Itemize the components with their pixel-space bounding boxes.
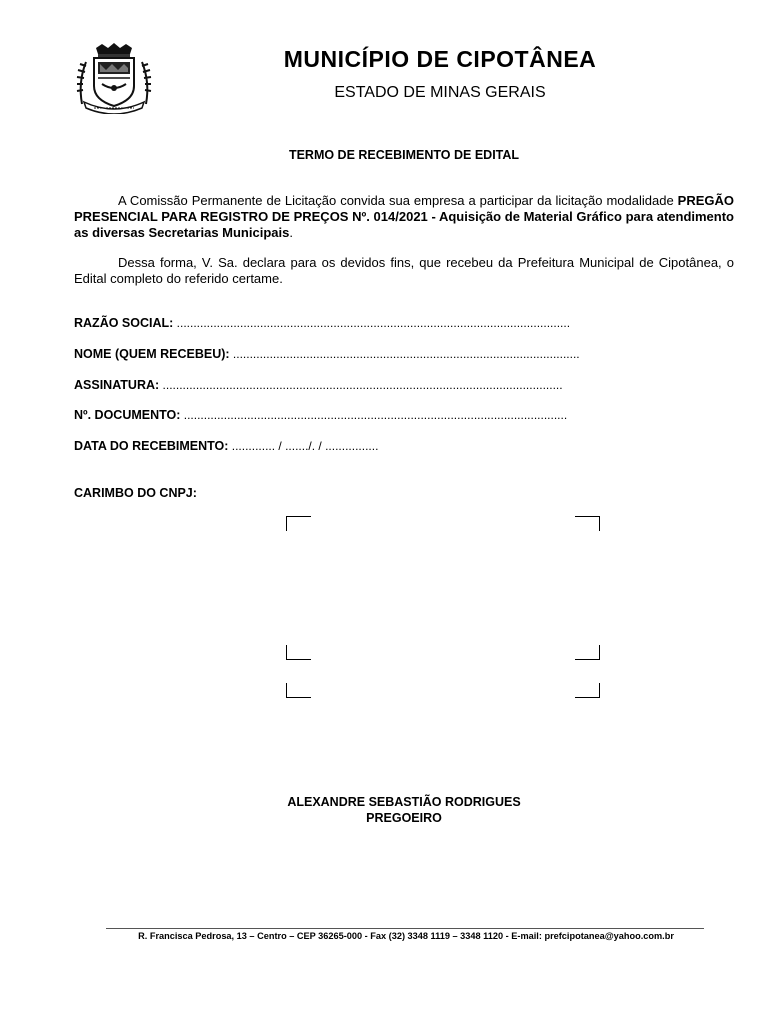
- stamp-corner-top-left: [286, 516, 311, 531]
- stamp-corner-bottom-right: [575, 645, 600, 660]
- assinatura-dots: ........................................................................................................................: [159, 378, 563, 392]
- invitation-paragraph: [74, 193, 734, 241]
- field-nome: [74, 347, 734, 361]
- declaration-paragraph: [74, 255, 734, 287]
- razao-social-dots: ......................................................................................................................: [173, 316, 571, 330]
- documento-label: Nº. DOCUMENTO:: [74, 408, 181, 422]
- field-assinatura: [74, 378, 734, 392]
- invitation-bold-text: PREGÃO PRESENCIAL PARA REGISTRO DE PREÇOS Nº. 014/2021 - Aquisição de Material Gráfico para atendimento as diversas Secretarias Municipais: [74, 193, 734, 240]
- footer-divider: [106, 928, 704, 929]
- nome-label: NOME (QUEM RECEBEU):: [74, 347, 230, 361]
- razao-social-label: RAZÃO SOCIAL:: [74, 316, 174, 330]
- signatory-name: ALEXANDRE SEBASTIÃO RODRIGUES: [287, 795, 521, 809]
- field-carimbo: [74, 486, 734, 500]
- invitation-end: .: [289, 225, 293, 240]
- document-title: TERMO DE RECEBIMENTO DE EDITAL: [288, 148, 520, 162]
- field-data-recebimento: [74, 439, 734, 453]
- documento-dots: ...................................................................................................................: [180, 408, 568, 422]
- data-recebimento-dots: ............. / ......./. / ................: [228, 439, 379, 453]
- stamp-corner-lower-right: [575, 683, 600, 698]
- header-title: MUNICÍPIO DE CIPOTÂNEA: [283, 46, 597, 72]
- carimbo-label: CARIMBO DO CNPJ:: [74, 486, 197, 500]
- data-recebimento-label: DATA DO RECEBIMENTO:: [74, 439, 229, 453]
- stamp-corner-lower-left: [286, 683, 311, 698]
- field-razao-social: [74, 316, 734, 330]
- stamp-corner-top-right: [575, 516, 600, 531]
- header-subtitle: ESTADO DE MINAS GERAIS: [334, 84, 546, 101]
- invitation-intro: A Comissão Permanente de Licitação convida sua empresa a participar da licitação modalidade: [118, 193, 678, 208]
- stamp-corner-bottom-left: [286, 645, 311, 660]
- assinatura-label: ASSINATURA:: [74, 378, 160, 392]
- footer-address: R. Francisca Pedrosa, 13 – Centro – CEP 36265-000 - Fax (32) 3348 1119 – 3348 1120 - E-mail: prefcipotanea@yahoo.com.br: [138, 931, 674, 941]
- municipal-coat-of-arms-logo: [72, 42, 156, 114]
- declaration-text: Dessa forma, V. Sa. declara para os devidos fins, que recebeu da Prefeitura Municipal de Cipotânea, o Edital completo do referido certame.: [74, 255, 734, 286]
- field-documento: [74, 408, 734, 422]
- nome-dots: ........................................................................................................: [229, 347, 580, 361]
- signatory-role: PREGOEIRO: [366, 811, 442, 825]
